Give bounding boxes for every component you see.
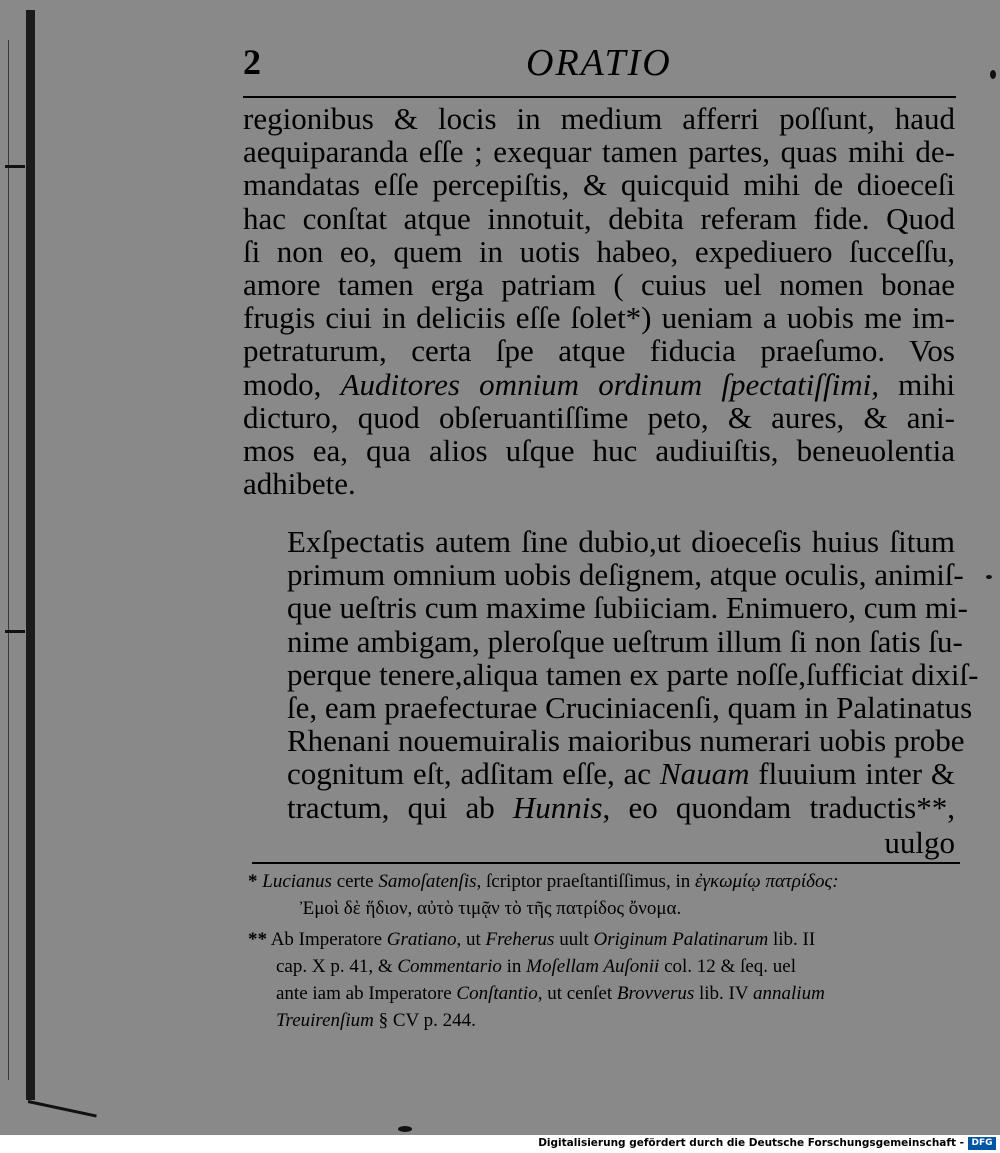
footnote-text: in [501,956,527,977]
footnote-greek: ἐγκωμίῳ πατρίδος: [694,871,839,892]
footnote-text: col. 12 & ſeq. uel [659,956,796,977]
binding-mark [28,1100,97,1117]
italic-address: Auditores omnium ordinum ſpectatiſſimi, [340,366,879,402]
text-line: ſi non eo, quem in uotis habeo, expediuero ſucceſſu, [243,233,955,269]
footnote-mark: * [248,871,258,892]
footnote-line [248,868,958,895]
text-line: mandatas eſſe percepiſtis, & quicquid mihi de dioeceſi [243,167,955,203]
footnote-italic: Lucianus [262,871,332,892]
catchword: uulgo [884,825,955,860]
text-line: amore tamen erga patriam ( cuius uel nomen bonae [243,267,955,303]
text-segment: modo, [243,366,341,402]
italic-name: Hunnis [512,789,603,825]
footnote-line [248,926,958,953]
text-line [243,368,955,401]
footnote-line [248,1007,958,1034]
text-segment: cognitum eſt, adſitam eſſe, ac [287,756,660,792]
text-line: primum omnium uobis deſignem, atque oculis, animiſ- [287,557,964,593]
binding-edge [26,10,35,1100]
text-line: regionibus & locis in medium afferri poſſunt, haud [243,101,955,136]
footnote-italic: Moſellam Auſonii [526,956,660,977]
text-line: perque tenere,aliqua tamen ex parte noſſe,ſufficiat dixiſ- [287,656,979,692]
binding-thin-line [8,40,9,1080]
footnote-2 [248,926,958,1034]
text-segment: tractum, qui ab [287,789,513,825]
paragraph-2 [243,524,979,825]
text-line: Rhenani nouemuiralis maioribus numerari uobis probe [287,723,965,759]
footnote-text: , ſcriptor praeſtantiſſimus, in [476,871,695,892]
footnote-greek-line: Ἐμοὶ δὲ ἥδιον, αὐτὸ τιμᾷν τὸ τῆς πατρίδος ὄνομα. [300,898,682,919]
scan-speck [986,575,992,579]
text-line: adhibete. [243,466,356,502]
text-line: que ueſtris cum maxime ſubiiciam. Enimuero, cum mi- [287,590,968,626]
footnote-text: uult [554,929,594,950]
footnote-text: certe [331,871,379,892]
footnote-text: lib. IV [694,983,754,1004]
text-segment: mihi [878,366,955,402]
footnote-italic: Conſtantio [456,983,538,1004]
footnote-text: cap. X p. 41, & [276,956,398,977]
text-segment: fluuium inter & [749,756,955,792]
italic-name: Nauam [659,756,750,792]
text-line: ſe, eam praefecturae Cruciniacenſi, quam in Palatinatus [287,690,973,726]
footnote-italic: Treuirenſium [276,1010,374,1031]
text-line: dicturo, quod obſeruantiſſime peto, & aures, & ani- [243,399,955,435]
footnote-text: ante iam ab Imperatore [276,983,457,1004]
footnote-1 [248,868,958,922]
paragraph-1 [243,102,955,500]
text-line: petraturum, certa ſpe atque fiducia praeſumo. Vos [243,333,955,369]
text-line: aequiparanda eſſe ; exequar tamen partes, quas mihi de- [243,134,955,170]
text-line [243,757,955,790]
binding-mark [5,630,25,633]
text-line: hac conſtat atque innotuit, debita referam fide. Quod [243,200,955,236]
footnote-text: , ut [456,929,486,950]
footnote-text: lib. II [768,929,816,950]
running-title: ORATIO [526,42,672,84]
credit-text: Digitalisierung gefördert durch die Deutsche Forschungsgemeinschaft - [538,1137,964,1149]
footnote-line [248,953,958,980]
footnote-italic: annalium [753,983,825,1004]
scan-speck [398,1126,412,1132]
footnote-mark: ** [248,929,267,950]
scan-speck [990,70,996,79]
digitization-credit-bar [0,1135,1000,1153]
text-segment: , eo quondam traductis**, [602,789,955,825]
header-rule [243,96,956,98]
footnote-line [248,980,958,1007]
text-line: nime ambigam, pleroſque ueſtrum illum ſi non ſatis ſu- [287,623,963,659]
footnote-italic: Originum Palatinarum [593,929,769,950]
text-line [243,791,955,824]
footnote-rule [252,862,960,864]
footnote-italic: Gratiano [386,929,457,950]
footnote-italic: Samoſatenſis [378,871,477,892]
dfg-logo: DFG [968,1137,996,1150]
footnote-text: § CV p. 244. [373,1010,476,1031]
footnote-italic: Commentario [397,956,502,977]
text-line: Exſpectatis autem ſine dubio,ut dioeceſis huius ſitum [287,524,955,559]
text-line: frugis ciui in deliciis eſſe ſolet*) ueniam a uobis me im- [243,300,955,336]
page-number: 2 [243,42,261,82]
binding-mark [5,165,25,168]
footnote-text: , ut cenſet [537,983,617,1004]
footnote-text: Ab Imperatore [270,929,387,950]
footnote-italic: Brovverus [616,983,695,1004]
text-line: mos ea, qua alios uſque huc audiuiſtis, beneuolentia [243,433,955,469]
footnote-italic: Freherus [485,929,555,950]
